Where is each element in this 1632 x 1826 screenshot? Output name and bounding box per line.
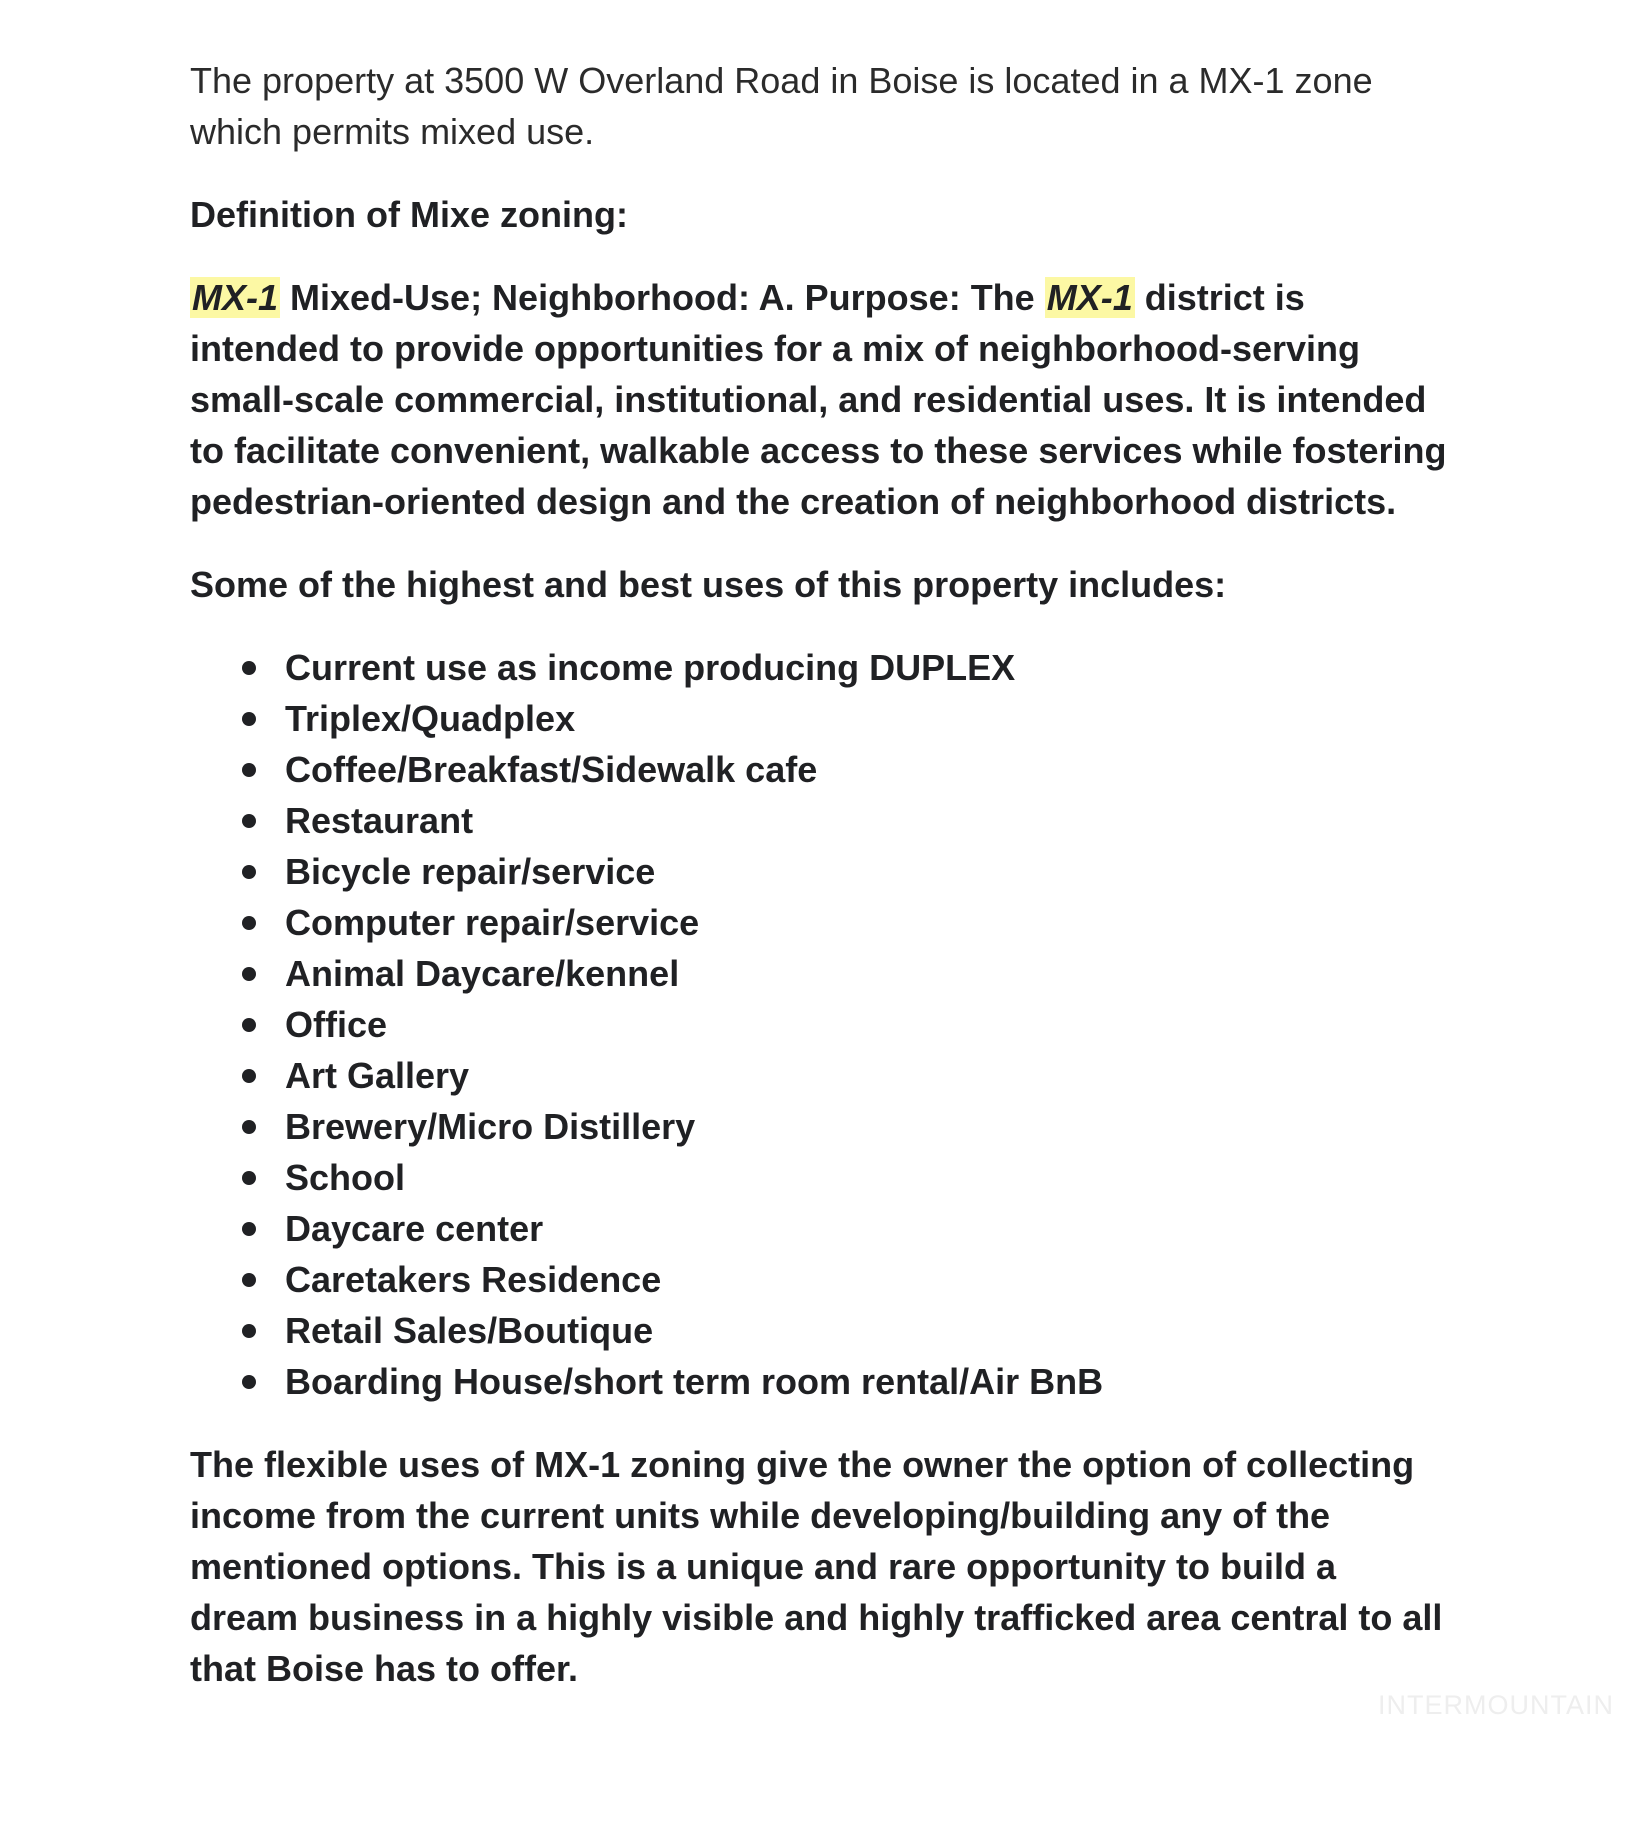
highlighted-term: MX-1	[1046, 277, 1133, 318]
document-body	[190, 55, 1450, 1694]
list-item-label: Brewery/Micro Distillery	[285, 1106, 696, 1147]
list-item	[190, 1203, 1450, 1254]
bullet-icon	[242, 763, 256, 777]
bullet-icon	[242, 1171, 256, 1185]
list-item	[190, 897, 1450, 948]
bullet-icon	[242, 1120, 256, 1134]
bullet-icon	[242, 865, 256, 879]
bullet-icon	[242, 1069, 256, 1083]
list-item-label: Boarding House/short term room rental/Air BnB	[285, 1361, 1104, 1402]
bullet-icon	[242, 967, 256, 981]
list-item	[190, 795, 1450, 846]
list-item	[190, 1050, 1450, 1101]
closing-paragraph: The flexible uses of MX-1 zoning give the owner the option of collecting income from the current units while developing/building any of the mentioned options. This is a unique and rare opportunity to build a dream business in a highly visible and highly trafficked area central to all that Boise has to offer.	[190, 1444, 1443, 1689]
list-item	[190, 1356, 1450, 1407]
list-item-label: Triplex/Quadplex	[285, 698, 576, 739]
list-item-label: School	[285, 1157, 406, 1198]
list-item-label: Computer repair/service	[285, 902, 700, 943]
list-item	[190, 744, 1450, 795]
list-item	[190, 846, 1450, 897]
list-item-label: Animal Daycare/kennel	[285, 953, 680, 994]
list-item-label: Art Gallery	[285, 1055, 470, 1096]
bullet-icon	[242, 712, 256, 726]
list-item-label: Caretakers Residence	[285, 1259, 662, 1300]
list-item	[190, 948, 1450, 999]
bullet-icon	[242, 1375, 256, 1389]
list-item	[190, 693, 1450, 744]
highlighted-term: MX-1	[192, 277, 279, 318]
purpose-paragraph	[190, 272, 1450, 527]
zoning-definition-heading: Definition of Mixe zoning:	[190, 194, 628, 235]
list-item-label: Restaurant	[285, 800, 474, 841]
list-item	[190, 1305, 1450, 1356]
list-item-label: Office	[285, 1004, 388, 1045]
bullet-icon	[242, 1273, 256, 1287]
bullet-icon	[242, 661, 256, 675]
bullet-icon	[242, 1222, 256, 1236]
list-item	[190, 1152, 1450, 1203]
list-item	[190, 999, 1450, 1050]
purpose-text: district is intended to provide opportunities for a mix of neighborhood-serving small-scale commercial, institutional, and residential uses. It is intended to facilitate convenient, walkable access to these services while fostering pedestrian-oriented design and the creation of neighborhood districts.	[190, 277, 1447, 522]
intro-paragraph: The property at 3500 W Overland Road in Boise is located in a MX-1 zone which permits mixed use.	[190, 60, 1373, 152]
uses-list	[190, 642, 1450, 1407]
bullet-icon	[242, 1324, 256, 1338]
list-item	[190, 1101, 1450, 1152]
list-item	[190, 642, 1450, 693]
bullet-icon	[242, 1018, 256, 1032]
list-item-label: Coffee/Breakfast/Sidewalk cafe	[285, 749, 818, 790]
bullet-icon	[242, 814, 256, 828]
purpose-text: Mixed-Use; Neighborhood: A. Purpose: The	[280, 277, 1045, 318]
list-item	[190, 1254, 1450, 1305]
bullet-icon	[242, 916, 256, 930]
list-item-label: Daycare center	[285, 1208, 544, 1249]
watermark: INTERMOUNTAIN	[1378, 1690, 1614, 1720]
uses-intro-heading: Some of the highest and best uses of this property includes:	[190, 564, 1227, 605]
list-item-label: Bicycle repair/service	[285, 851, 656, 892]
list-item-label: Current use as income producing DUPLEX	[285, 647, 1016, 688]
list-item-label: Retail Sales/Boutique	[285, 1310, 654, 1351]
